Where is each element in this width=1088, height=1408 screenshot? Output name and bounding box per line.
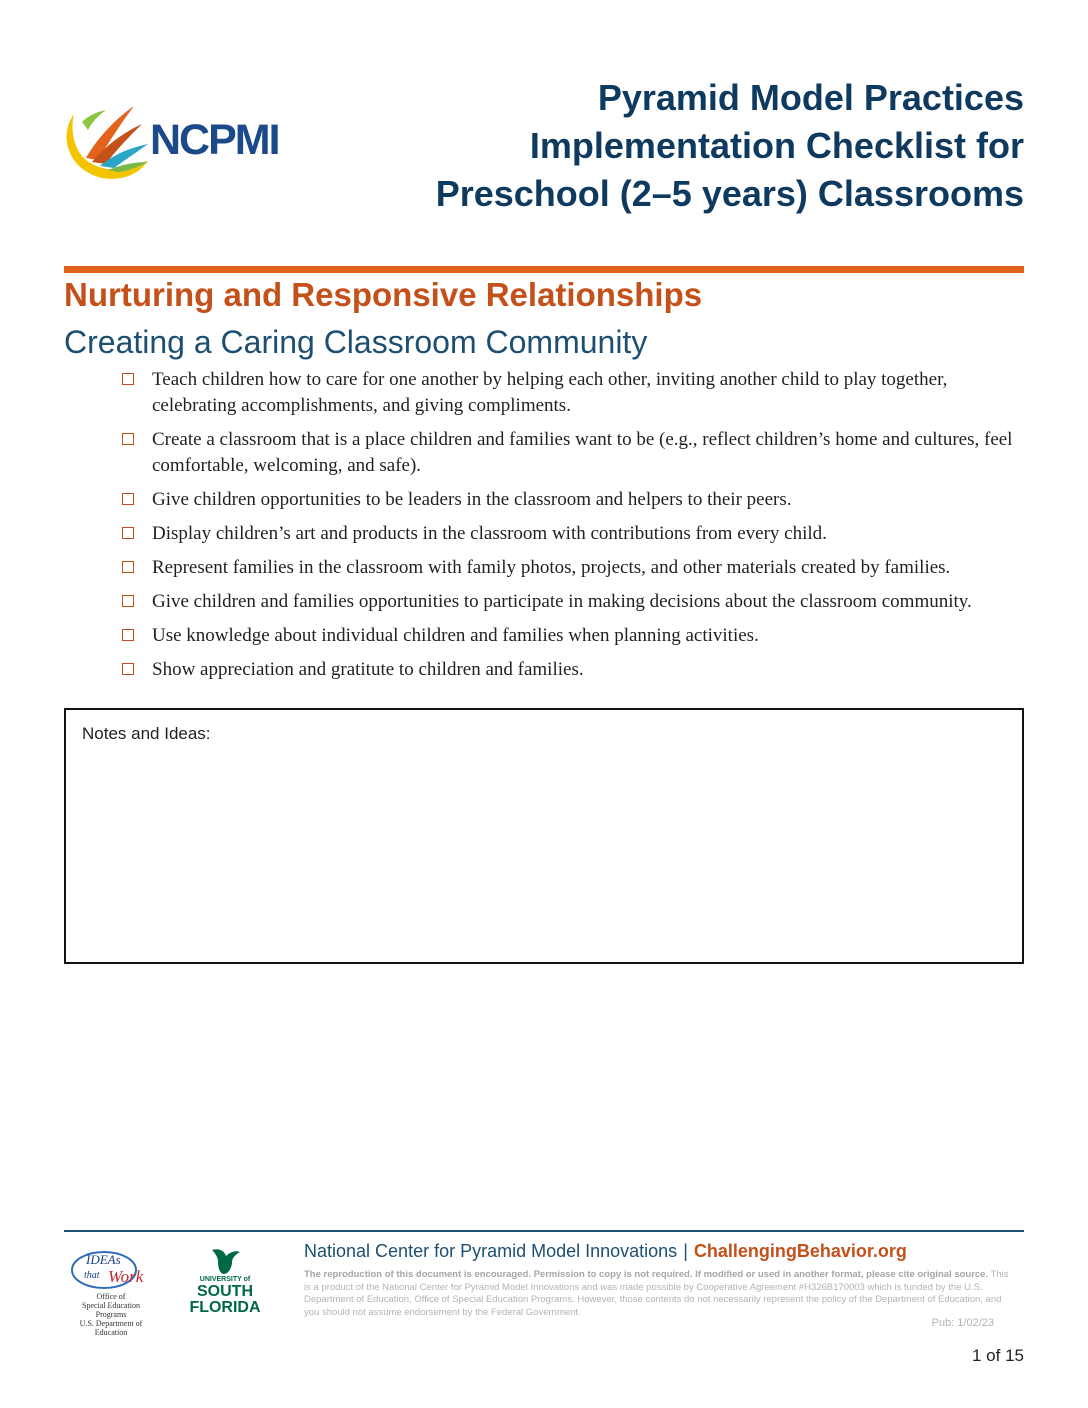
checkbox[interactable]: [122, 663, 134, 675]
checklist-item: [122, 367, 1032, 419]
legal-notice: [304, 1269, 1016, 1319]
logo-text: NCPMI: [150, 116, 279, 164]
usf-small-text: UNIVERSITY of: [199, 1276, 251, 1283]
ideas-that-work-logo: [66, 1246, 156, 1337]
checkbox[interactable]: [122, 561, 134, 573]
checklist-item-text: Give children and families opportunities to participate in making decisions about the classroom community.: [152, 591, 972, 612]
document-title: [324, 74, 1024, 218]
practice-checklist: [122, 367, 1032, 691]
ideas-logo-line3: Work: [108, 1267, 144, 1286]
checkbox[interactable]: [122, 433, 134, 445]
checklist-item: [122, 623, 1032, 649]
ncpmi-logo-mark: [62, 100, 152, 182]
ideas-logo-subtitle: [66, 1292, 156, 1337]
website-link[interactable]: ChallengingBehavior.org: [693, 1241, 907, 1261]
footer-divider: [64, 1230, 1024, 1232]
section-subheading: Creating a Caring Classroom Community: [64, 324, 648, 360]
checklist-item-text: Show appreciation and gratitute to children and families.: [152, 659, 584, 680]
separator: |: [683, 1241, 688, 1261]
notes-box[interactable]: [64, 708, 1024, 964]
checkbox[interactable]: [122, 527, 134, 539]
checklist-item-text: Give children opportunities to be leaders in the classroom and helpers to their peers.: [152, 489, 792, 510]
section-heading: Nurturing and Responsive Relationships: [64, 276, 703, 313]
page-number: 1 of 15: [972, 1346, 1024, 1365]
ideas-logo-mark: [66, 1246, 156, 1292]
usf-name-line: SOUTH: [197, 1283, 253, 1300]
checklist-item-text: Teach children how to care for one another by helping each other, inviting another child to play together, celebrating accomplishments, and giving compliments.: [152, 369, 948, 416]
usf-logo: [188, 1246, 262, 1322]
notes-label: Notes and Ideas:: [82, 724, 211, 743]
checklist-item-text: Display children’s art and products in the classroom with contributions from every child.: [152, 523, 827, 544]
title-line: Pyramid Model Practices: [597, 77, 1024, 118]
legal-bold: The reproduction of this document is encouraged. Permission to copy is not required. If modified or used in another format, please cite original source.: [304, 1269, 989, 1280]
checklist-item: [122, 657, 1032, 683]
header-divider: [64, 266, 1024, 273]
footer-org-line: [304, 1241, 907, 1262]
ncpmi-logo: [62, 100, 278, 182]
checklist-item: [122, 521, 1032, 547]
checklist-item: [122, 487, 1032, 513]
ideas-sub-line: Special Education Programs: [82, 1301, 140, 1319]
bull-icon: [188, 1246, 262, 1276]
usf-name-line: FLORIDA: [189, 1299, 261, 1316]
title-line: Preschool (2–5 years) Classrooms: [435, 173, 1024, 214]
checklist-item-text: Use knowledge about individual children and families when planning activities.: [152, 625, 759, 646]
ideas-logo-line1: IDEAs: [86, 1252, 121, 1267]
checklist-item: [122, 555, 1032, 581]
checkbox[interactable]: [122, 493, 134, 505]
org-name: National Center for Pyramid Model Innovations: [304, 1241, 678, 1261]
ideas-logo-line2: that: [84, 1270, 100, 1281]
legal-text: This is a product of the National Center for Pyramid Model Innovations and was made possible by Cooperative Agreement #H326B170003 which is funded by the U.S. Department of Education, Office of Special Education Programs. However, those contents do not necessarily represent the policy of the Department of Education, and you should not assume endorsement by the Federal Government.: [304, 1269, 1009, 1318]
checklist-item: [122, 427, 1032, 479]
publication-date: Pub: 1/02/23: [931, 1317, 994, 1329]
usf-name: [188, 1284, 262, 1316]
checklist-item: [122, 589, 1032, 615]
ideas-sub-line: Office of: [96, 1292, 126, 1301]
checklist-item-text: Represent families in the classroom with family photos, projects, and other materials created by families.: [152, 557, 951, 578]
checkbox[interactable]: [122, 595, 134, 607]
title-line: Implementation Checklist for: [529, 125, 1024, 166]
checkbox[interactable]: [122, 629, 134, 641]
ideas-sub-line: U.S. Department of Education: [79, 1319, 143, 1337]
checkbox[interactable]: [122, 373, 134, 385]
checklist-item-text: Create a classroom that is a place children and families want to be (e.g., reflect children’s home and cultures, feel comfortable, welcoming, and safe).: [152, 429, 1013, 476]
